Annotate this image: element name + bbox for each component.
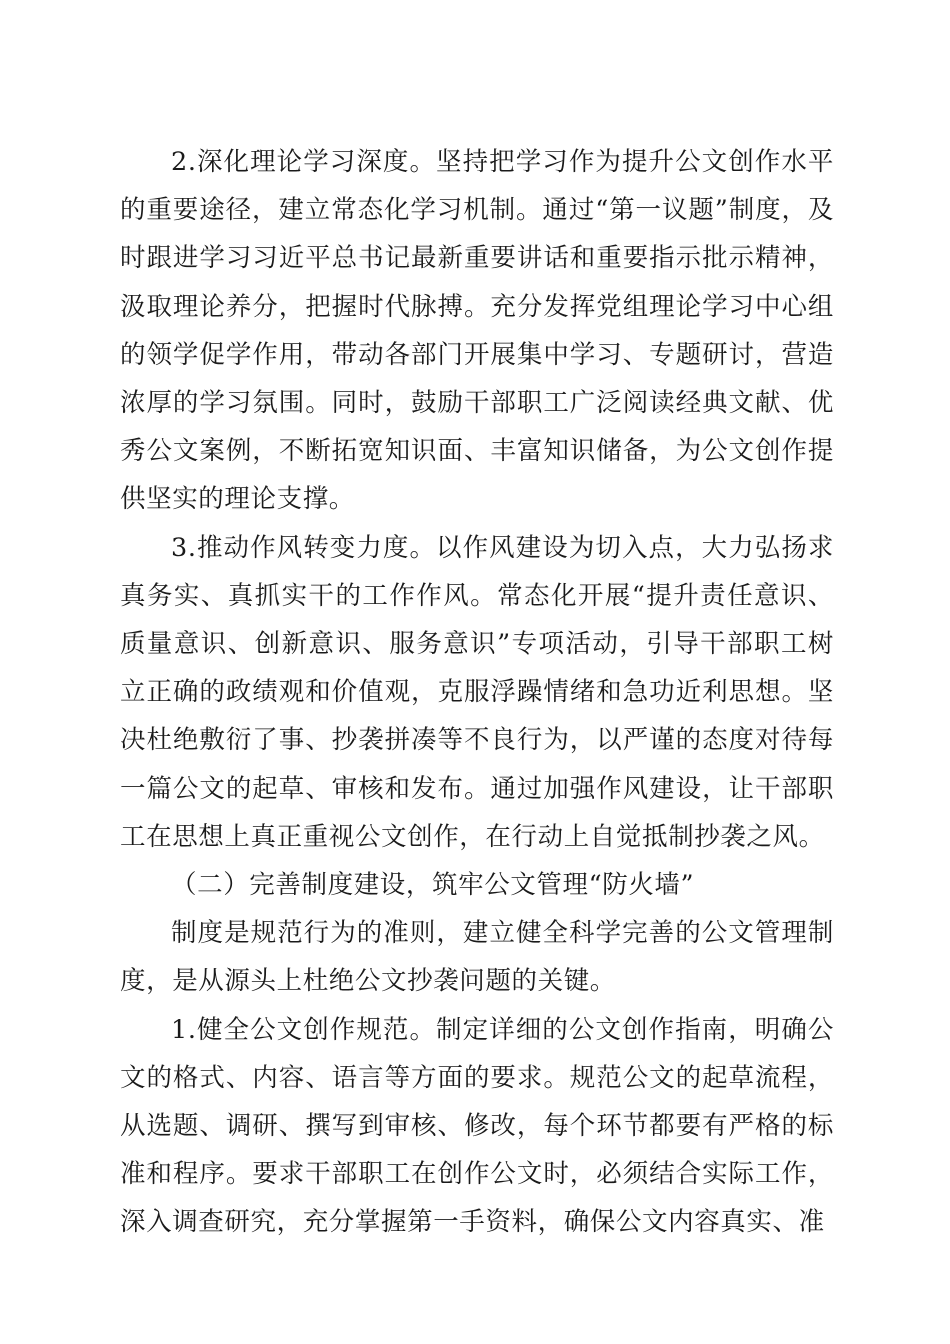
paragraph-writing-standards: 1.健全公文创作规范。制定详细的公文创作指南，明确公文的格式、内容、语言等方面的要求。规范公文的起草流程，从选题、调研、撰写到审核、修改，每个环节都要有严格的标准和程序。要求干部职工在创作公文时，必须结合实际工作，深入调查研究，充分掌握第一手资料，确保公文内容真实、准 — [120, 1014, 834, 1238]
paragraph-system-intro: 制度是规范行为的准则，建立健全科学完善的公文管理制度，是从源头上杜绝公文抄袭问题的关键。 — [120, 918, 834, 997]
paragraph-work-style: 3.推动作风转变力度。以作风建设为切入点，大力弘扬求真务实、真抓实干的工作作风。常态化开展“提升责任意识、质量意识、创新意识、服务意识”专项活动，引导干部职工树立正确的政绩观和价值观，克服浮躁情绪和急功近利思想。坚决杜绝敷衍了事、抄袭拼凑等不良行为，以严谨的态度对待每一篇公文的起草、审核和发布。通过加强作风建设，让干部职工在思想上真正重视公文创作，在行动上自觉抵制抄袭之风。 — [120, 532, 834, 852]
section-heading-system-building: （二）完善制度建设，筑牢公文管理“防火墙” — [171, 870, 695, 901]
document-body — [120, 138, 834, 1247]
paragraph-theory-study: 2.深化理论学习深度。坚持把学习作为提升公文创作水平的重要途径，建立常态化学习机制。通过“第一议题”制度，及时跟进学习习近平总书记最新重要讲话和重要指示批示精神，汲取理论养分，把握时代脉搏。充分发挥党组理论学习中心组的领学促学作用，带动各部门开展集中学习、专题研讨，营造浓厚的学习氛围。同时，鼓励干部职工广泛阅读经典文献、优秀公文案例，不断拓宽知识面、丰富知识储备，为公文创作提供坚实的理论支撑。 — [120, 147, 834, 515]
